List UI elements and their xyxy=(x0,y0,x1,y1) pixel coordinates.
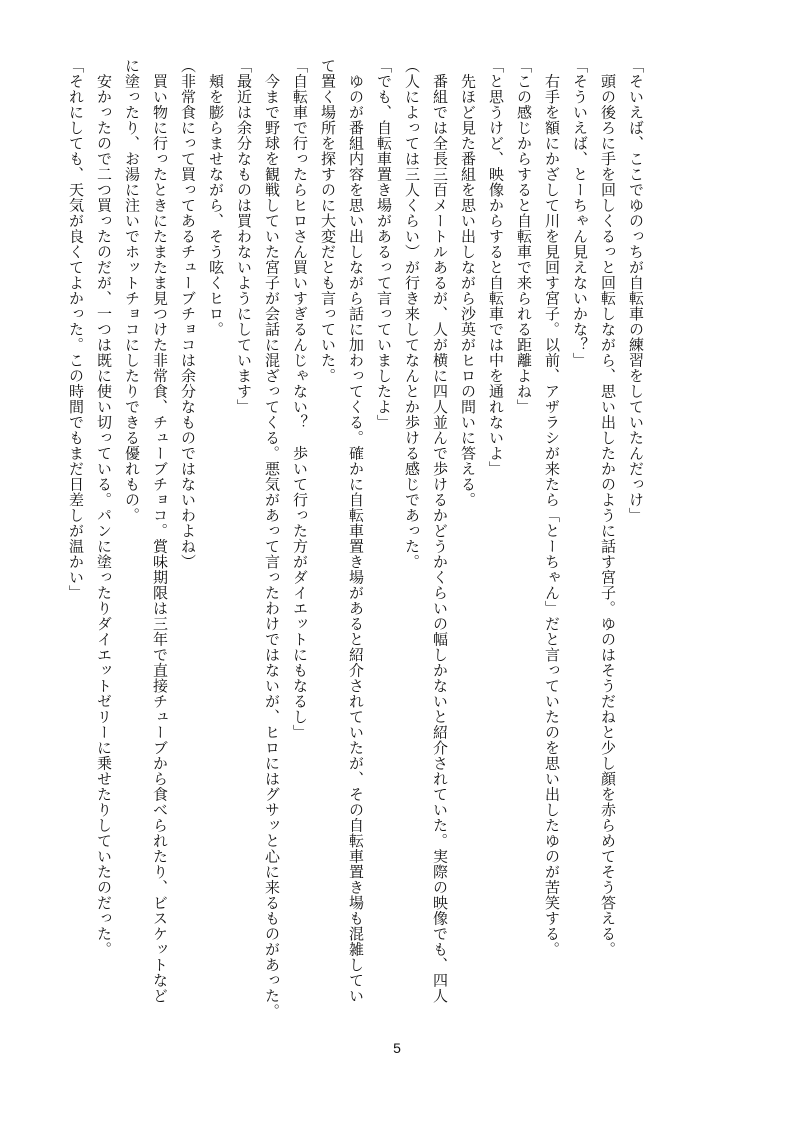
text-line: 「この感じからすると自転車で来られる距離よね」 xyxy=(515,58,533,415)
text-line: （人によっては三人くらい）が行き来してなんとか歩ける感じであった。 xyxy=(403,58,421,570)
text-line: 右手を額にかざして川を見回す宮子。以前、アザラシが来たら「とーちゃん」だと言っていたのを思い出したゆのが苦笑する。 xyxy=(543,58,561,957)
text-line: ゆのが番組内容を思い出しながら話に加わってくる。確かに自転車置き場があると紹介されていたが、その自転車置き場も混雑してい xyxy=(347,58,365,1004)
text-line: （非常食にって買ってあるチューブチョコは余分なものではないわよね） xyxy=(179,58,197,570)
text-line: 番組では全長三百メートルあるが、人が横に四人並んで歩けるかどうかくらいの幅しかないと紹介されていた。実際の映像でも、四人 xyxy=(431,58,449,1004)
text-line: て置く場所を探すのに大変だとも言っていた。 xyxy=(319,58,337,384)
text-line: 今まで野球を観戦していた宮子が会話に混ざってくる。悪気があって言ったわけではないが、ヒロにはグサッと心に来るものがあった。 xyxy=(263,58,281,1019)
text-line: 「自転車で行ったらヒロさん買いすぎるんじゃない？ 歩いて行った方がダイエットにもなるし」 xyxy=(291,58,309,740)
text-line: 「それにしても、天気が良くてよかった。この時間でもまだ日差しが温かい」 xyxy=(67,58,85,601)
text-line: 頭の後ろに手を回しくるっと回転しながら、思い出したかのように話す宮子。ゆのはそうだねと少し顔を赤らめてそう答える。 xyxy=(599,58,617,957)
text-line: 「そいえば、ここでゆのっちが自転車の練習をしていたんだっけ」 xyxy=(627,58,645,523)
vertical-text-body xyxy=(67,58,650,1019)
text-line: 「と思うけど、映像からすると自転車では中を通れないよ」 xyxy=(487,58,505,477)
text-line: 買い物に行ったときにたまたま見つけた非常食、チューブチョコ。賞味期限は三年で直接チューブから食べられたり、ビスケットなど xyxy=(151,58,169,1004)
text-line: 「そういえば、とーちゃん見えないかな？」 xyxy=(571,58,589,368)
text-line: 頬を膨らませながら、そう呟くヒロ。 xyxy=(207,58,225,337)
page-number: 5 xyxy=(393,1040,401,1056)
text-line: 「最近は余分なものは買わないようにしています」 xyxy=(235,58,253,415)
text-line: に塗ったり、お湯に注いでホットチョコにしたりできる優れもの。 xyxy=(123,58,141,523)
text-line: 安かったので二つ買ったのだが、一つは既に使い切っている。パンに塗ったりダイエットゼリーに乗せたりしていたのだった。 xyxy=(95,58,113,957)
text-line: 「でも、自転車置き場があるって言っていましたよ」 xyxy=(375,58,393,430)
text-line: 先ほど見た番組を思い出しながら沙英がヒロの問いに答える。 xyxy=(459,58,477,508)
